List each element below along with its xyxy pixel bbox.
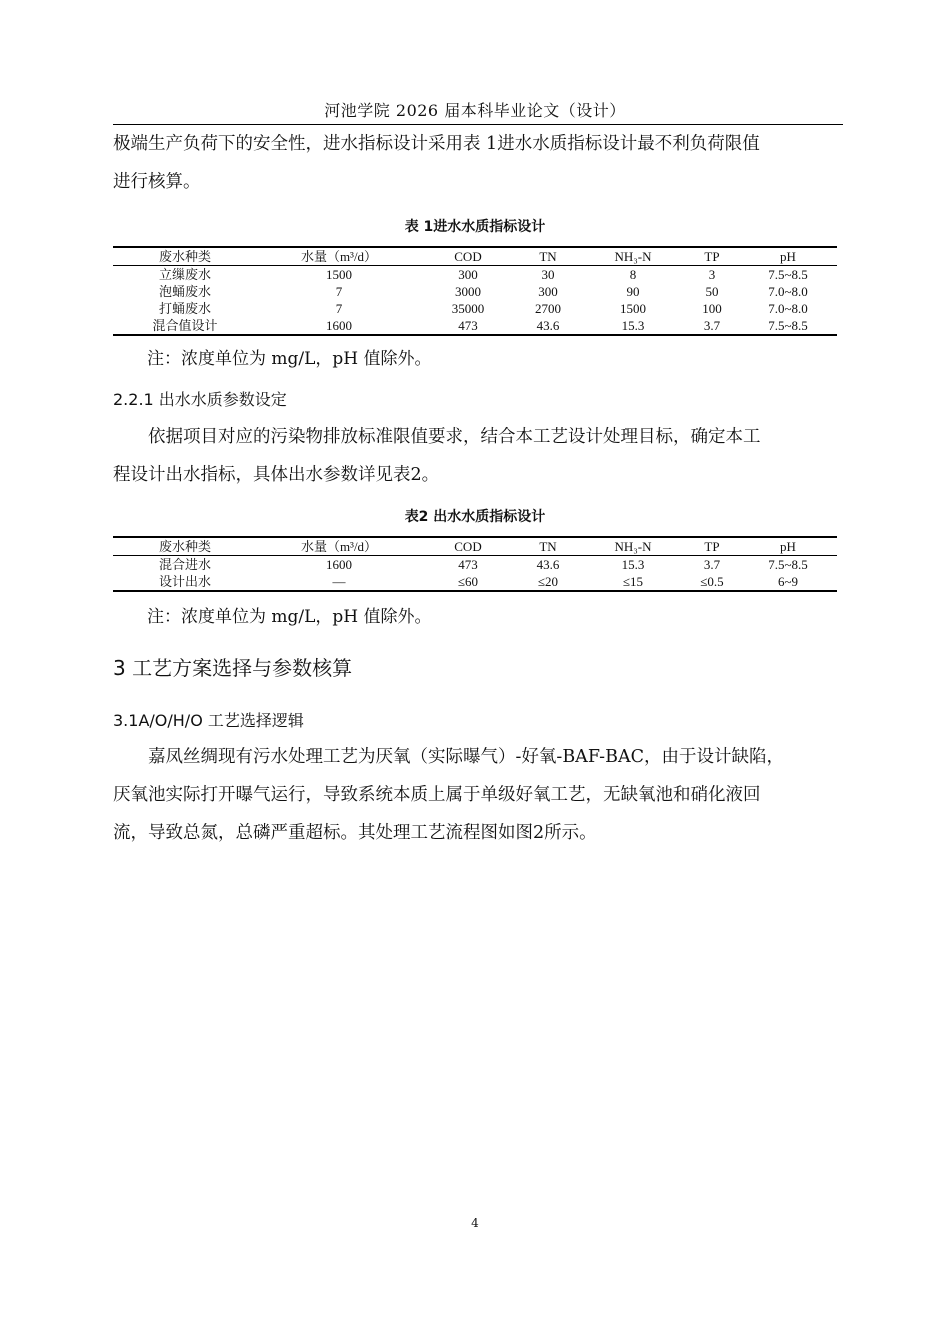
col-header: 废水种类 <box>113 537 257 556</box>
table-cell: 3 <box>708 267 716 282</box>
table1-header-row <box>113 247 837 266</box>
table-cell: 立缫废水 <box>158 267 211 282</box>
table-cell: 43.6 <box>515 317 581 335</box>
table-row <box>113 283 837 300</box>
table-cell: 泡蛹废水 <box>158 284 211 299</box>
table-cell: 3.7 <box>685 317 739 335</box>
paragraph-line: 厌氧池实际打开曝气运行，导致系统本质上属于单级好氧工艺，无缺氧池和硝化液回 <box>113 785 761 805</box>
table-cell: 3.7 <box>703 557 721 572</box>
table-cell: ≤0.5 <box>685 573 739 591</box>
table-cell: — <box>257 573 421 591</box>
section-heading-3-1: 3.1A/O/H/O 工艺选择逻辑 <box>113 711 304 730</box>
table-cell: ≤15 <box>581 573 685 591</box>
table1 <box>113 246 837 336</box>
table-cell: 43.6 <box>536 557 560 572</box>
table-cell: 设计出水 <box>113 573 257 591</box>
table-cell: 混合值设计 <box>113 317 257 335</box>
table-cell: 100 <box>702 301 722 316</box>
table-cell: 混合进水 <box>158 557 211 572</box>
table-cell: 50 <box>705 284 719 299</box>
section-heading-2-2-1: 2.2.1 出水水质参数设定 <box>113 390 287 409</box>
table2-caption: 表2 出水水质指标设计 <box>404 509 546 525</box>
col-header: TN <box>515 247 581 266</box>
paragraph-line: 流，导致总氮，总磷严重超标。其处理工艺流程图如图2所示。 <box>113 823 597 843</box>
col-header: NH₃-N <box>581 537 685 556</box>
table-cell: 473 <box>421 317 515 335</box>
table-cell: ≤20 <box>515 573 581 591</box>
table-row <box>113 300 837 317</box>
table-cell: 3000 <box>455 284 481 299</box>
page-number: 4 <box>471 1216 479 1230</box>
col-header: NH₃-N <box>581 247 685 266</box>
section-31-paragraph <box>113 738 843 852</box>
col-header: pH <box>739 537 837 556</box>
table-cell: 300 <box>458 267 478 282</box>
table-cell: 7.0~8.0 <box>768 284 808 299</box>
paragraph-line: 极端生产负荷下的安全性，进水指标设计采用表 1进水水质指标设计最不利负荷限值 <box>113 134 760 154</box>
section-heading-3: 3 工艺方案选择与参数核算 <box>113 656 353 680</box>
col-header: TP <box>685 537 739 556</box>
table-cell: 8 <box>629 267 637 282</box>
table-cell: 15.3 <box>581 317 685 335</box>
col-header: pH <box>739 247 837 266</box>
table-row <box>113 317 837 335</box>
table-cell: 35000 <box>451 301 485 316</box>
table-cell: 打蛹废水 <box>158 301 211 316</box>
paragraph-line: 进行核算。 <box>113 172 201 192</box>
table-row <box>113 556 837 574</box>
table1-note: 注：浓度单位为 mg/L，pH 值除外。 <box>147 349 432 369</box>
table-cell: 300 <box>538 284 558 299</box>
table-cell: 30 <box>541 267 555 282</box>
table-cell: 1500 <box>326 267 352 282</box>
col-header: TN <box>515 537 581 556</box>
paragraph-line: 依据项目对应的污染物排放标准限值要求，结合本工艺设计处理目标，确定本工 <box>148 427 761 447</box>
col-header: 废水种类 <box>113 247 257 266</box>
table-cell: ≤60 <box>421 573 515 591</box>
table2 <box>113 536 837 592</box>
table-cell: 1500 <box>620 301 646 316</box>
paragraph-line: 嘉凤丝绸现有污水处理工艺为厌氧（实际曝气）-好氧-BAF-BAC，由于设计缺陷， <box>148 747 784 767</box>
table-cell: 1600 <box>326 557 352 572</box>
table2-header-row <box>113 537 837 556</box>
col-header: 水量（m³/d） <box>257 247 421 266</box>
table-cell: 15.3 <box>621 557 645 572</box>
table1-caption: 表 1进水水质指标设计 <box>404 219 546 235</box>
table-row <box>113 573 837 591</box>
col-header: COD <box>421 247 515 266</box>
intro-paragraph <box>113 125 843 201</box>
table-cell: 6~9 <box>739 573 837 591</box>
table-cell: 1600 <box>257 317 421 335</box>
table-row <box>113 266 837 284</box>
table-cell: 7 <box>335 284 343 299</box>
table-cell: 473 <box>458 557 478 572</box>
section-221-paragraph <box>113 418 843 494</box>
table-cell: 90 <box>626 284 640 299</box>
table-cell: 2700 <box>535 301 561 316</box>
col-header: TP <box>685 247 739 266</box>
table2-note: 注：浓度单位为 mg/L，pH 值除外。 <box>147 607 432 627</box>
table-cell: 7.5~8.5 <box>768 267 808 282</box>
paragraph-line: 程设计出水指标，具体出水参数详见表2。 <box>113 465 440 485</box>
table-cell: 7.0~8.0 <box>768 301 808 316</box>
col-header: COD <box>421 537 515 556</box>
table-cell: 7.5~8.5 <box>739 317 837 335</box>
table-cell: 7.5~8.5 <box>768 557 808 572</box>
table-cell: 7 <box>335 301 343 316</box>
page-header: 河池学院 2026 届本科毕业论文（设计） <box>324 101 626 120</box>
col-header: 水量（m³/d） <box>257 537 421 556</box>
